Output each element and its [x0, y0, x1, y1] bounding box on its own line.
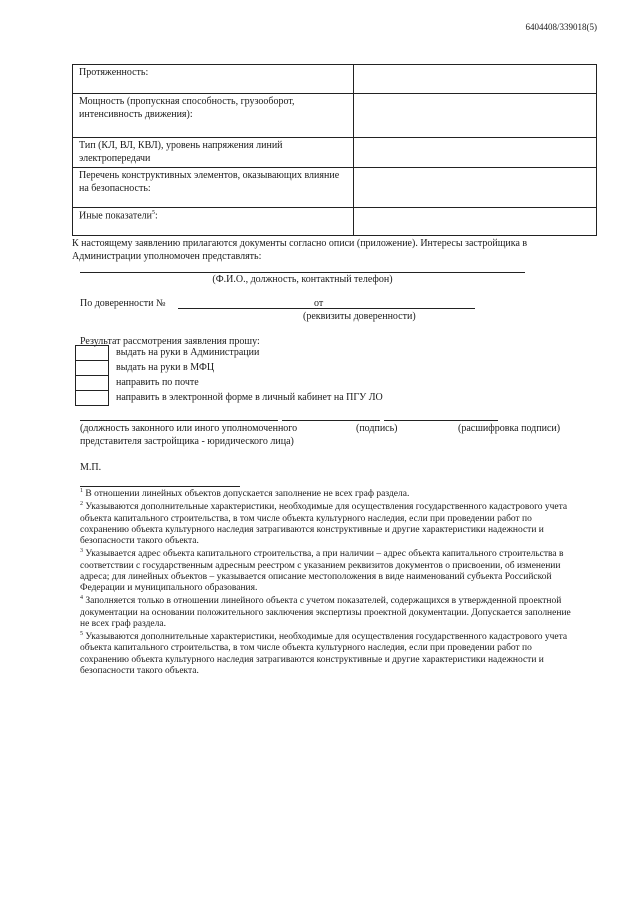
- attachments-text: К настоящему заявлению прилагаются документы согласно описи (приложение). Интересы застройщика в Администрации уполномочен представлять:: [72, 238, 528, 262]
- row-label-suffix: :: [155, 210, 158, 222]
- decoding-caption: (расшифровка подписи): [458, 423, 561, 434]
- row-label-elements: [73, 168, 354, 208]
- row-label-text: Перечень конструктивных элементов, оказывающих влияние на безопасность:: [79, 170, 340, 194]
- row-label-text: Тип (КЛ, ВЛ, КВЛ), уровень напряжения линий электропередачи: [79, 140, 283, 164]
- row-label-line-type: [73, 138, 354, 168]
- row-label-capacity: [73, 94, 354, 138]
- footnote-1: [80, 488, 580, 500]
- option-checkbox-mail[interactable]: [75, 375, 109, 391]
- footnote-number: 2: [80, 501, 83, 508]
- footnote-4: [80, 595, 580, 630]
- footnote-number: 1: [80, 488, 83, 494]
- footnote-text: Указываются дополнительные характеристики, необходимые для осуществления государственного кадастрового учета объекта капитального строительства, в том числе объекта культурного наследия, если при проведении работ по сохранению объекта культурного наследия затрагиваются конструктивные и другие характеристики надежности и безопасности такого объекта.: [80, 632, 568, 676]
- signature-field[interactable]: [282, 420, 380, 421]
- result-title: Результат рассмотрения заявления прошу:: [80, 336, 260, 347]
- footnote-number: 3: [80, 548, 83, 555]
- footnote-text: Заполняется только в отношении линейного объекта с учетом показателей, содержащихся в утвержденной проектной документации на основании положительного заключения экспертизы проектной документации. Допускается заполнение не всех граф раздела.: [80, 596, 571, 629]
- table-row: [73, 94, 597, 138]
- row-value-capacity[interactable]: [354, 94, 597, 138]
- representative-caption: (Ф.И.О., должность, контактный телефон): [212, 274, 393, 285]
- row-label-text: Иные показатели: [79, 210, 153, 222]
- row-label-text: Мощность (пропускная способность, грузооборот, интенсивность движения):: [79, 96, 295, 120]
- row-value-other[interactable]: [354, 208, 597, 236]
- footnote-ref: 5: [152, 210, 156, 216]
- footnote-text: Указывается адрес объекта капитального строительства, а при наличии – адрес объекта капитального строительства в соответствии с государственным адресным реестром с указанием реквизитов документов о присвоении, об изменении адреса; для линейных объектов – указывается описание местоположения в виде наименований субъекта Российской Федерации и муниципального образования.: [80, 549, 564, 594]
- proxy-caption: (реквизиты доверенности): [303, 311, 416, 322]
- footnote-3: [80, 548, 580, 594]
- proxy-from-label: от: [314, 298, 324, 309]
- document-code: 6404408/339018(5): [525, 22, 597, 32]
- row-value-line-type[interactable]: [354, 138, 597, 168]
- footnote-5: [80, 631, 580, 677]
- row-label-other: [73, 208, 354, 236]
- option-label-mfc: выдать на руки в МФЦ: [116, 362, 215, 373]
- row-value-length[interactable]: [354, 65, 597, 94]
- table-row: [73, 208, 597, 236]
- row-value-elements[interactable]: [354, 168, 597, 208]
- position-field[interactable]: [80, 420, 278, 421]
- option-checkbox-administration[interactable]: [75, 345, 109, 361]
- footnote-number: 5: [80, 631, 83, 638]
- option-label-mail: направить по почте: [116, 377, 199, 388]
- decoding-field[interactable]: [384, 420, 498, 421]
- signature-caption: (подпись): [356, 423, 398, 434]
- representative-field[interactable]: [80, 272, 525, 273]
- stamp-label: М.П.: [80, 462, 102, 473]
- option-checkbox-mfc[interactable]: [75, 360, 109, 376]
- option-checkbox-electronic[interactable]: [75, 390, 109, 406]
- option-label-administration: выдать на руки в Администрации: [116, 347, 260, 358]
- table-row: [73, 138, 597, 168]
- proxy-date-field[interactable]: [330, 308, 475, 309]
- footnote-number: 4: [80, 595, 83, 602]
- footnote-2: [80, 501, 580, 547]
- row-label-length: [73, 65, 354, 94]
- row-label-text: Протяженность:: [79, 67, 149, 78]
- footnote-text: В отношении линейных объектов допускается заполнение не всех граф раздела.: [85, 489, 410, 500]
- footnote-text: Указываются дополнительные характеристики, необходимые для осуществления государственного кадастрового учета объекта капитального строительства, в том числе объекта культурного наследия, если при проведении работ по сохранению объекта культурного наследия затрагиваются конструктивные и другие характеристики надежности и безопасности такого объекта.: [80, 502, 568, 547]
- params-table: [72, 64, 597, 236]
- footnote-separator: [80, 486, 240, 487]
- proxy-row: [80, 298, 500, 312]
- position-caption: (должность законного или иного уполномоченного представителя застройщика - юридического лица): [80, 423, 298, 447]
- option-label-electronic: направить в электронной форме в личный кабинет на ПГУ ЛО: [116, 392, 383, 403]
- table-row: [73, 168, 597, 208]
- footnotes: [80, 488, 580, 678]
- table-row: [73, 65, 597, 94]
- proxy-label: По доверенности №: [80, 298, 166, 309]
